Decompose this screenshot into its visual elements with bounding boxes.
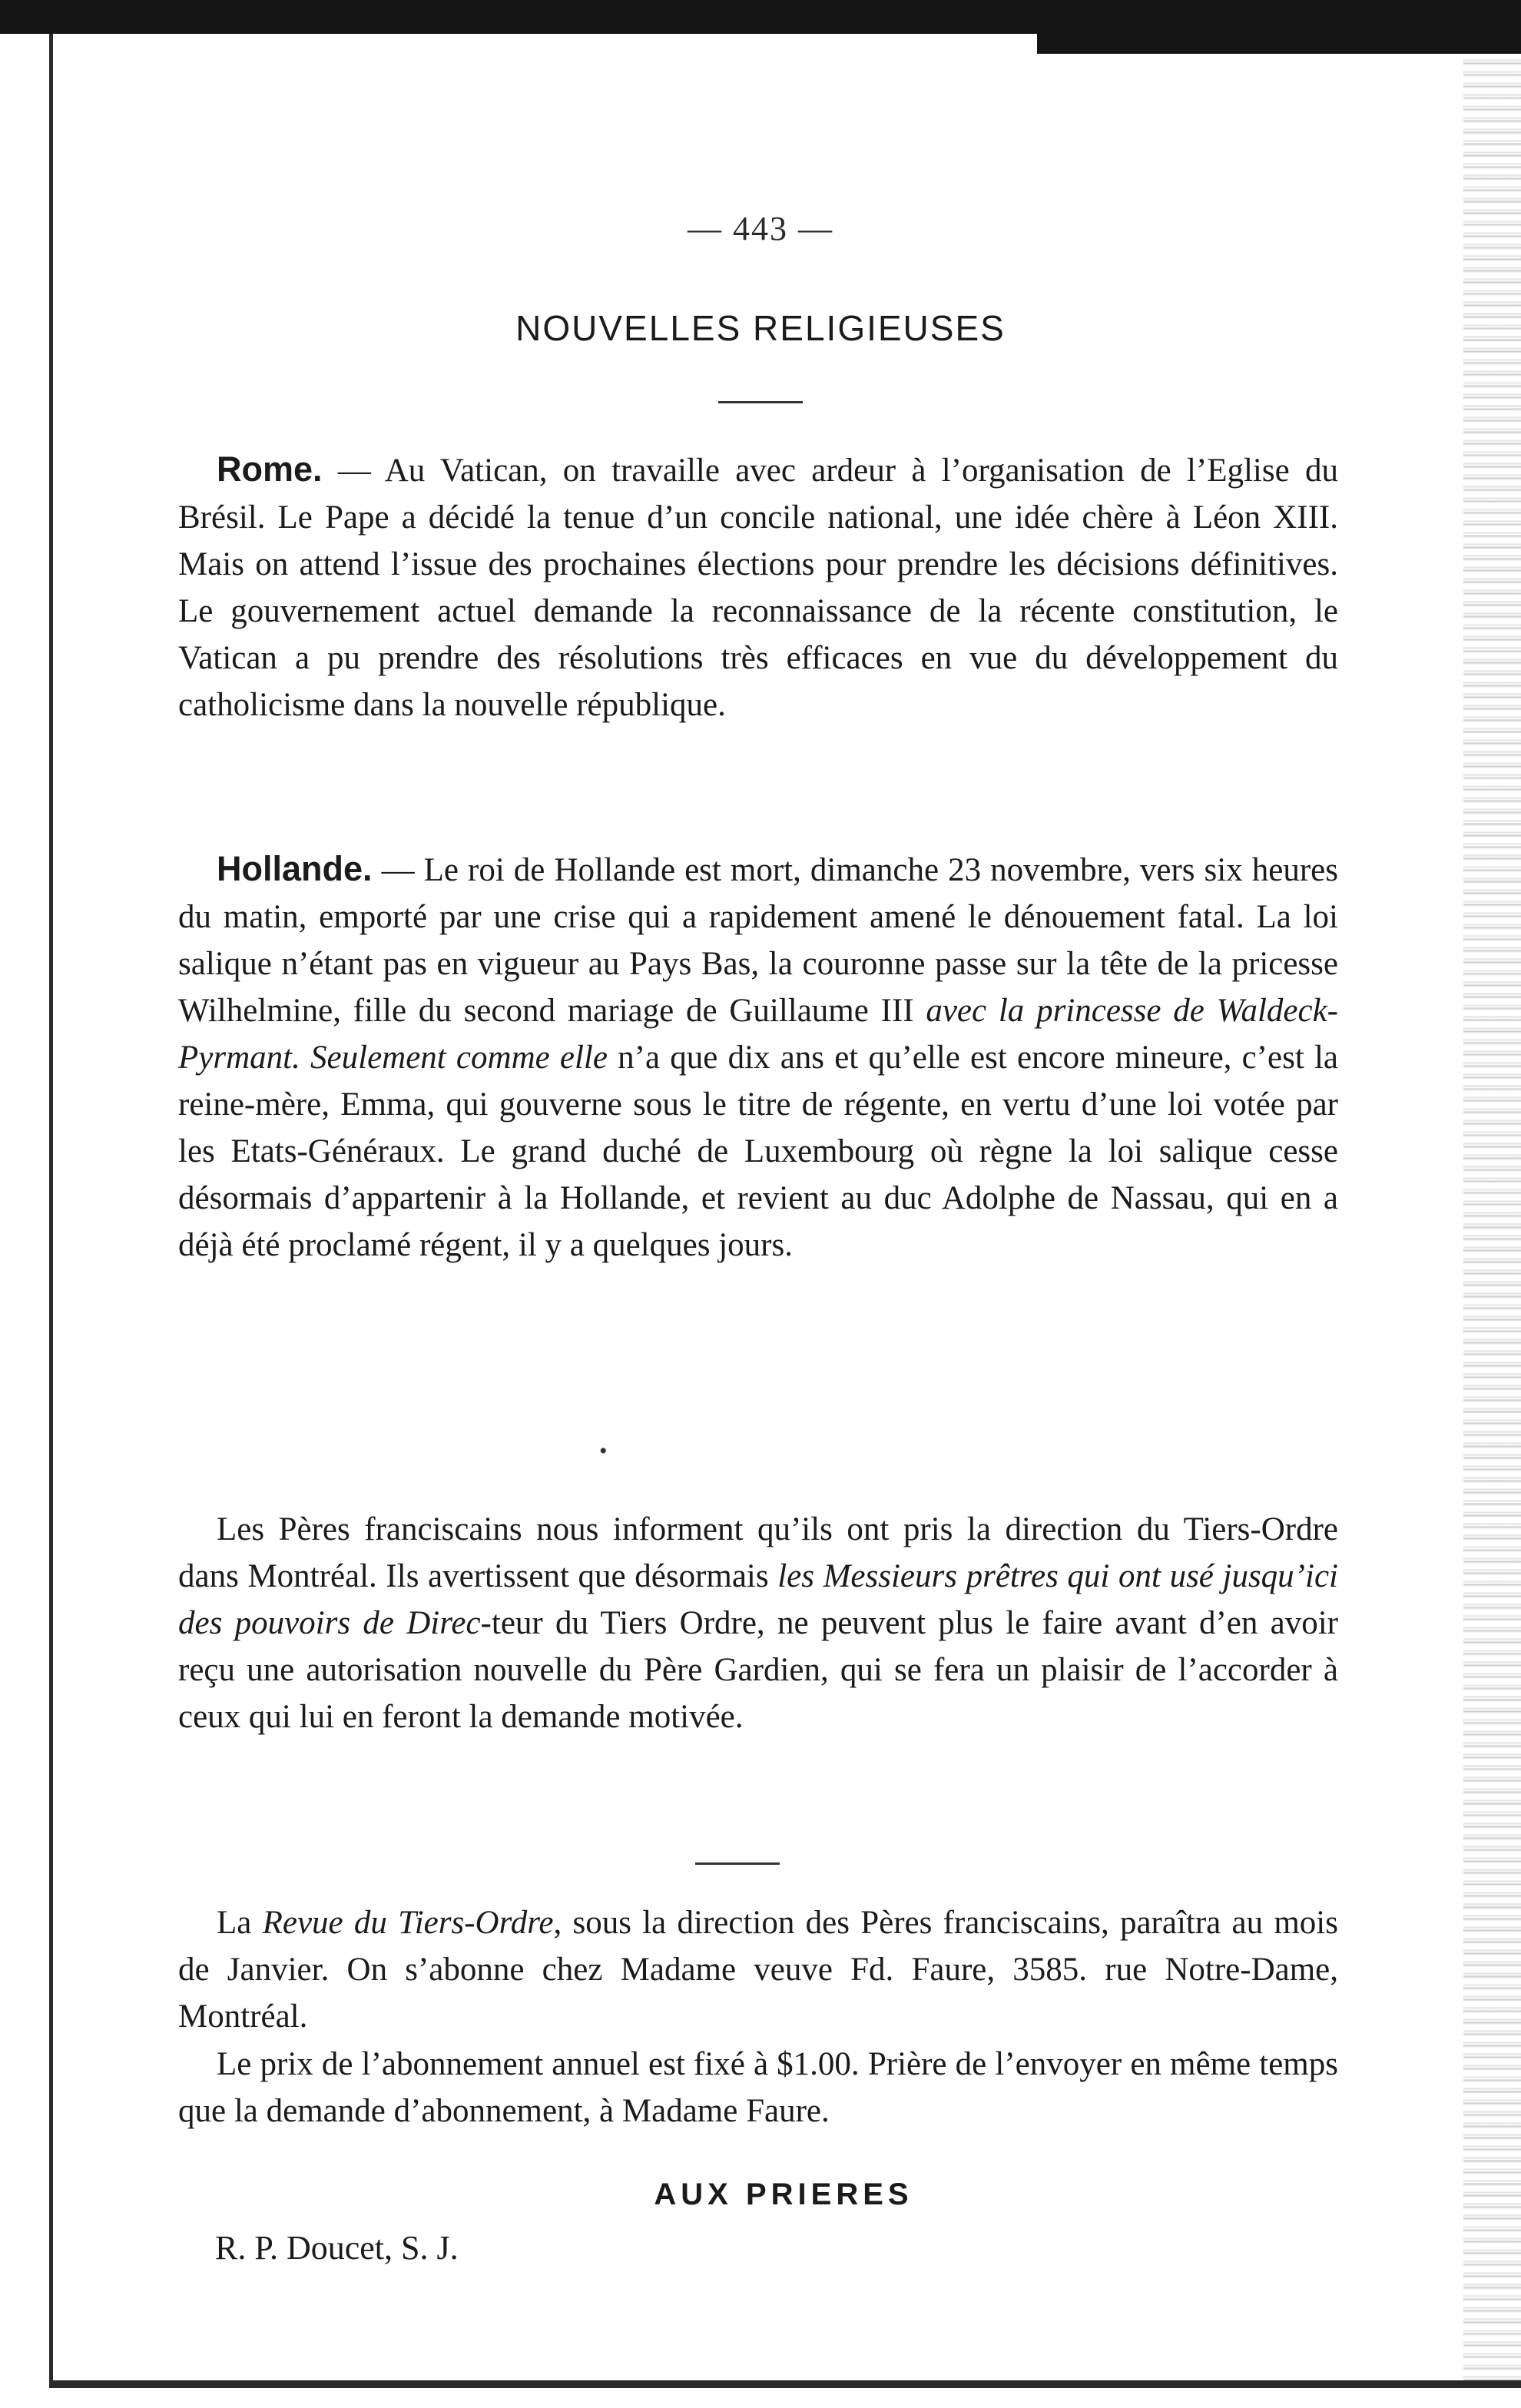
paragraph-revue-title: Revue du Tiers-Ordre [262,1905,554,1941]
paragraph-revue [178,1899,1338,2040]
page-right-edge-texture [1463,54,1521,2380]
section-heading: NOUVELLES RELIGIEUSES [515,308,1006,348]
section-rule [695,1862,780,1865]
page-top-edge-right [1037,0,1521,54]
page-left-edge [49,34,53,2385]
page-number: — 443 — [688,210,833,247]
page-bottom-edge [49,2380,1521,2388]
paragraph-prix [178,2041,1338,2134]
paragraph-franciscains-body-2: teur du Tiers Ordre, ne peuvent plus le faire avant d’en avoir reçu une autorisation nouvelle du Père Gardien, qui se fera un plaisir de l’accorder à ceux qui lui en feront la demande motivée. [178,1605,1338,1735]
paragraph-rome [178,446,1338,728]
paragraph-hollande-italic: avec la princesse de Waldeck-Pyrmant. Seulement comme elle [178,993,1338,1076]
paragraph-revue-prefix: La [217,1905,263,1941]
paragraph-franciscains [178,1506,1338,1740]
signature: R. P. Doucet, S. J. [215,2229,459,2267]
paragraph-rome-lead: Rome. [217,449,323,489]
paragraph-franciscains-body-1: Les Pères franciscains nous informent qu’ils ont pris la direction du Tiers-Ordre dans Montréal. Ils avertissent que désormais [178,1511,1338,1594]
paragraph-hollande-body-2: n’a que dix ans et qu’elle est encore mineure, c’est la reine-mère, Emma, qui gouverne sous le titre de régente, en vertu d’une loi votée par les Etats-Généraux. Le grand duché de Luxembourg où règne la loi salique cesse désormais d’appartenir à la Hollande, et revient au duc Adolphe de Nassau, qui en a déjà été proclamé régent, il y a quelques jours. [178,1040,1338,1263]
paragraph-prix-body: Le prix de l’abonnement annuel est fixé à $1.00. Prière de l’envoyer en même temps que la demande d’abonnement, à Madame Faure. [178,2046,1338,2129]
paragraph-revue-body: , sous la direction des Pères franciscains, paraîtra au mois de Janvier. On s’abonne chez Madame veuve Fd. Faure, 3585. rue Notre-Dame, Montréal. [178,1905,1338,2035]
paragraph-rome-body: — Au Vatican, on travaille avec ardeur à l’organisation de l’Eglise du Brésil. Le Pape a décidé la tenue d’un concile national, une idée chère à Léon XIII. Mais on attend l’issue des prochaines élections pour prendre les décisions définitives. Le gouvernement actuel demande la reconnaissance de la récente constitution, le Vatican a pu prendre des résolutions très efficaces en vue du développement du catholicisme dans la nouvelle république. [178,453,1338,723]
separator-dots: • [599,1438,608,1464]
paragraph-hollande-lead: Hollande. [217,849,373,888]
paragraph-franciscains-italic: les Messieurs prêtres qui ont usé jusqu’ici des pouvoirs de Direc- [178,1558,1338,1641]
heading-rule [718,401,803,403]
paragraph-hollande [178,845,1338,1269]
aux-prieres-heading: AUX PRIERES [654,2177,913,2211]
paragraph-hollande-body-1: — Le roi de Hollande est mort, dimanche 23 novembre, vers six heures du matin, emporté par une crise qui a rapidement amené le dénouement fatal. La loi salique n’étant pas en vigueur au Pays Bas, la couronne passe sur la tête de la pricesse Wilhelmine, fille du second mariage de Guillaume III [178,852,1338,1029]
